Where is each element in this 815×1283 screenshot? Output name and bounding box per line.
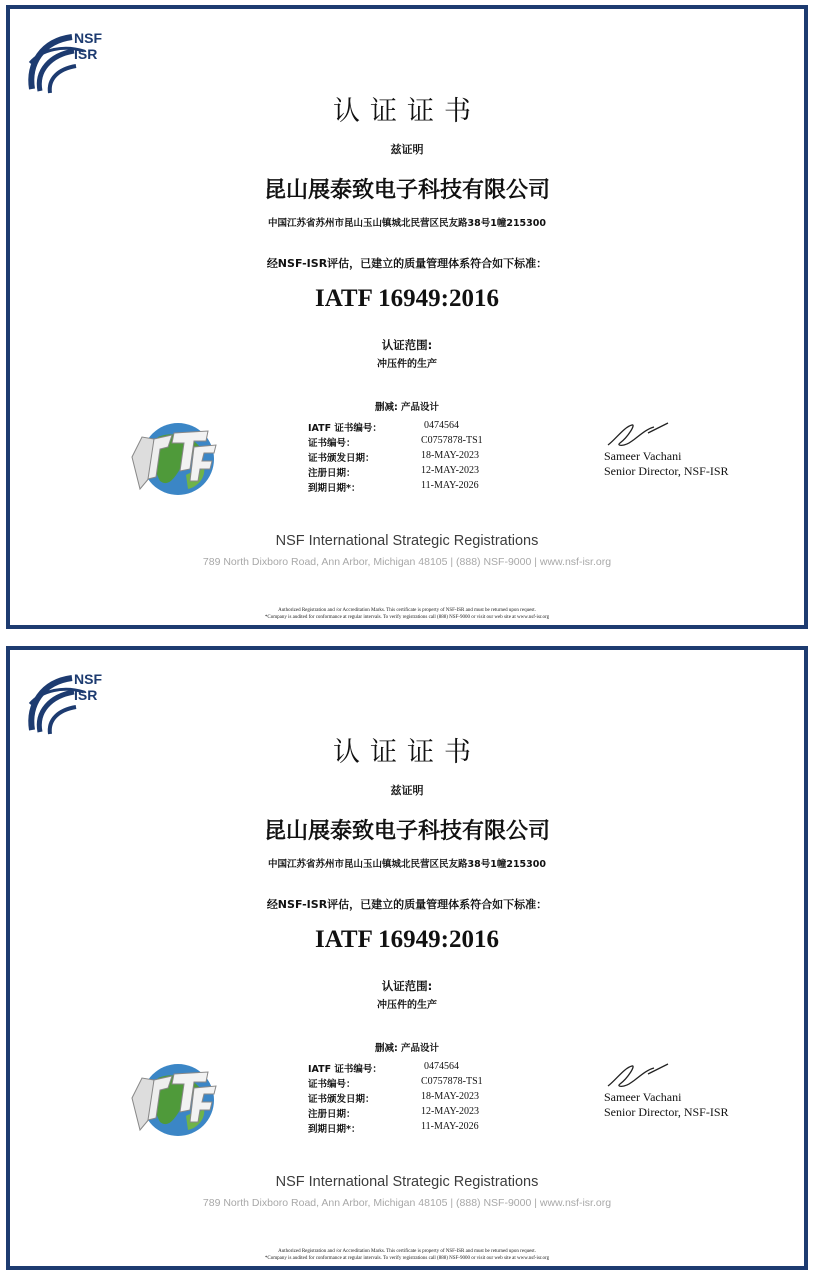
detail-label: 证书编号： — [308, 1079, 356, 1090]
signer-title: Senior Director, NSF-ISR — [604, 464, 729, 478]
detail-value: 18-MAY-2023 — [421, 1091, 479, 1102]
detail-value: 12-MAY-2023 — [421, 465, 479, 476]
detail-label: 注册日期： — [308, 468, 356, 479]
fine-print-line: *Company is audited for conformance at regular intervals. To verify registrations call (888) NSF-9000 or visit our web site at www.nsf-isr.org — [264, 615, 550, 620]
detail-value: 0474564 — [424, 420, 459, 431]
company-name: 昆山展泰致电子科技有限公司 — [263, 819, 550, 844]
exclusion: 删减: 产品设计 — [374, 1043, 440, 1054]
detail-label: 注册日期： — [308, 1109, 356, 1120]
detail-value: 12-MAY-2023 — [421, 1106, 479, 1117]
assessment-statement: 经NSF-ISR评估，已建立的质量管理体系符合如下标准： — [266, 257, 548, 270]
certificate-1 — [6, 5, 808, 629]
fine-print-line: Authorized Registration and /or Accreditation Marks. This certificate is property of NSF-ISR and must be returned upon request. — [278, 608, 536, 613]
signer-name: Sameer Vachani — [604, 449, 682, 463]
company-address: 中国江苏省苏州市昆山玉山镇城北民营区民友路38号1幢215300 — [268, 218, 546, 229]
svg-text:ISR: ISR — [74, 46, 98, 62]
signer-block — [604, 1090, 729, 1120]
signer-title: Senior Director, NSF-ISR — [604, 1105, 729, 1119]
detail-value: 11-MAY-2026 — [421, 1121, 479, 1132]
org-name: NSF International Strategic Registrations — [275, 533, 539, 549]
iatf-globe-icon — [128, 1058, 220, 1140]
fine-print — [10, 1248, 804, 1262]
certificate-2 — [6, 646, 808, 1270]
detail-label: 证书颁发日期： — [308, 1094, 375, 1105]
exclusion: 删减: 产品设计 — [374, 402, 440, 413]
iatf-globe-icon — [128, 417, 220, 499]
signer-name: Sameer Vachani — [604, 1090, 682, 1104]
detail-value: 18-MAY-2023 — [421, 450, 479, 461]
scope-label: 认证范围: — [381, 338, 433, 352]
svg-text:ISR: ISR — [74, 687, 98, 703]
scope-label: 认证范围: — [381, 979, 433, 993]
certificate-title: 认证证书 — [333, 737, 481, 768]
fine-print-line: *Company is audited for conformance at regular intervals. To verify registrations call (888) NSF-9000 or visit our web site at www.nsf-isr.org — [264, 1256, 550, 1261]
detail-label: 证书颁发日期： — [308, 453, 375, 464]
detail-value: 0474564 — [424, 1061, 459, 1072]
standard-name: IATF 16949:2016 — [314, 926, 500, 953]
detail-label: IATF 证书编号： — [308, 423, 382, 434]
detail-label: 证书编号： — [308, 438, 356, 449]
assessment-statement: 经NSF-ISR评估，已建立的质量管理体系符合如下标准： — [266, 898, 548, 911]
detail-label: 到期日期*： — [308, 483, 361, 494]
standard-name: IATF 16949:2016 — [314, 285, 500, 312]
svg-text:NSF: NSF — [74, 30, 102, 46]
scope-value: 冲压件的生产 — [377, 1000, 437, 1011]
herein-certify: 兹证明 — [390, 784, 424, 797]
detail-label: IATF 证书编号： — [308, 1064, 382, 1075]
detail-label: 到期日期*： — [308, 1124, 361, 1135]
fine-print — [10, 607, 804, 621]
company-address: 中国江苏省苏州市昆山玉山镇城北民营区民友路38号1幢215300 — [268, 859, 546, 870]
svg-text:NSF: NSF — [74, 671, 102, 687]
company-name: 昆山展泰致电子科技有限公司 — [263, 178, 550, 203]
detail-value: C0757878-TS1 — [421, 1076, 483, 1087]
signature-icon — [602, 1060, 672, 1092]
certificate-title: 认证证书 — [333, 96, 481, 127]
org-address: 789 North Dixboro Road, Ann Arbor, Michigan 48105 | (888) NSF-9000 | www.nsf-isr.org — [202, 1197, 612, 1209]
scope-value: 冲压件的生产 — [377, 359, 437, 370]
org-address: 789 North Dixboro Road, Ann Arbor, Michigan 48105 | (888) NSF-9000 | www.nsf-isr.org — [202, 556, 612, 568]
signer-block — [604, 449, 729, 479]
detail-value: 11-MAY-2026 — [421, 480, 479, 491]
fine-print-line: Authorized Registration and /or Accreditation Marks. This certificate is property of NSF-ISR and must be returned upon request. — [278, 1249, 536, 1254]
herein-certify: 兹证明 — [390, 143, 424, 156]
signature-icon — [602, 419, 672, 451]
org-name: NSF International Strategic Registrations — [275, 1174, 539, 1190]
detail-value: C0757878-TS1 — [421, 435, 483, 446]
